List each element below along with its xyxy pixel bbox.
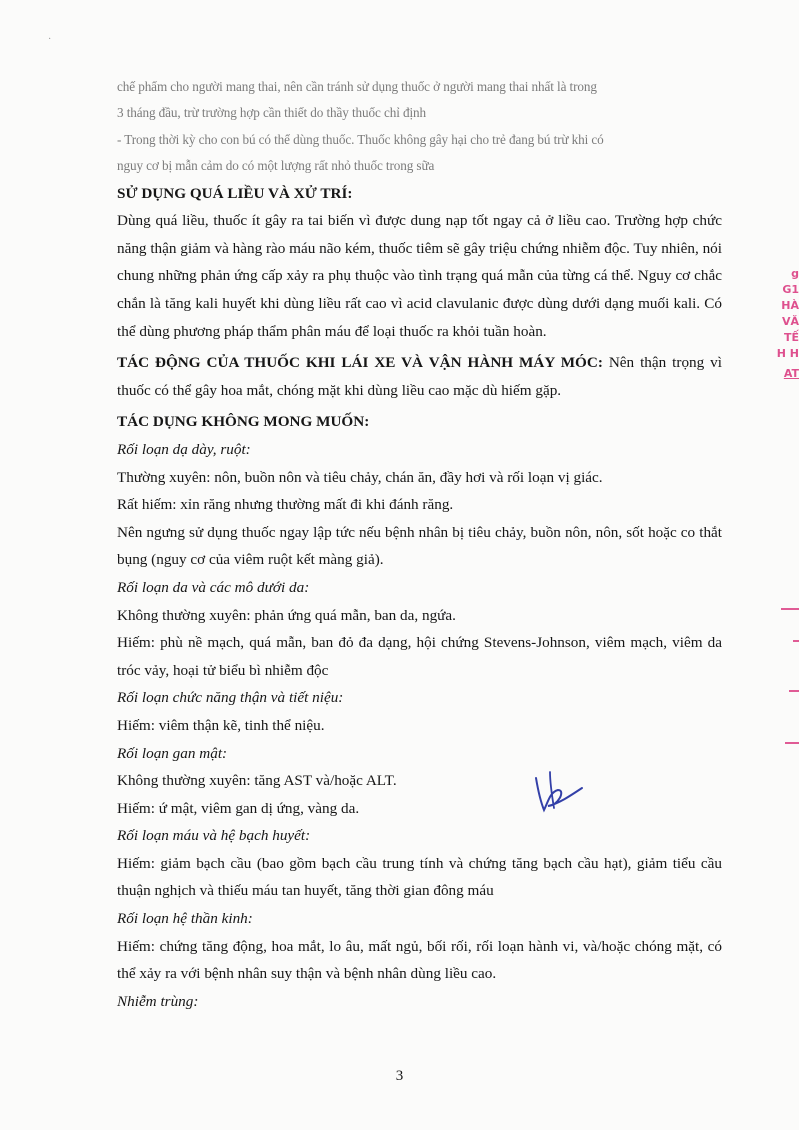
- section-line: Hiếm: ứ mật, viêm gan dị ứng, vàng da.: [117, 799, 360, 817]
- section-title: Rối loạn da và các mô dưới da:: [117, 578, 310, 596]
- page-number: 3: [395, 1068, 404, 1084]
- driving-paragraph: [117, 349, 722, 404]
- section-title: Rối loạn dạ dày, ruột:: [117, 440, 251, 458]
- stamp-fragment: [771, 266, 799, 382]
- stamp-mark: [789, 690, 799, 692]
- stamp-line-7: AT: [783, 367, 799, 380]
- stamp-mark: [785, 742, 799, 744]
- scan-speck: ·: [48, 34, 52, 45]
- section-title: Rối loạn gan mật:: [117, 744, 228, 762]
- adverse-heading: TÁC DỤNG KHÔNG MONG MUỐN:: [117, 413, 370, 431]
- driving-heading: TÁC ĐỘNG CỦA THUỐC KHI LÁI XE VÀ VẬN HÀNH MÁY MÓC:: [117, 354, 603, 372]
- section-line: Không thường xuyên: tăng AST và/hoặc ALT.: [117, 772, 397, 790]
- section-title: Rối loạn máu và hệ bạch huyết:: [117, 827, 311, 845]
- section-line: Thường xuyên: nôn, buồn nôn và tiêu chảy, chán ăn, đầy hơi và rối loạn vị giác.: [117, 468, 603, 486]
- section-line: Hiếm: chứng tăng động, hoa mắt, lo âu, mất ngủ, bối rối, rối loạn hành vi, và/hoặc chóng mặt, có thể xảy ra với bệnh nhân suy thận và bệnh nhân dùng liều cao.: [117, 937, 722, 983]
- stamp-mark: [793, 640, 799, 642]
- section-line: Hiếm: phù nề mạch, quá mẫn, ban đỏ đa dạng, hội chứng Stevens-Johnson, viêm mạch, viêm da tróc vảy, hoại tử biểu bì nhiễm độc: [117, 634, 722, 679]
- stamp-line-4: VĂ: [781, 315, 799, 328]
- intro-line: 3 tháng đầu, trừ trường hợp cần thiết do thầy thuốc chỉ định: [117, 105, 427, 121]
- intro-line: nguy cơ bị mẫn cảm do có một lượng rất nhỏ thuốc trong sữa: [117, 158, 435, 174]
- stamp-line-6: H H: [776, 347, 799, 360]
- stamp-line-3: HÀ: [781, 299, 799, 312]
- stamp-line-1: g: [791, 267, 799, 280]
- overdose-heading: SỬ DỤNG QUÁ LIỀU VÀ XỬ TRÍ:: [117, 184, 353, 202]
- section-line: Hiếm: viêm thận kẽ, tinh thể niệu.: [117, 716, 325, 734]
- intro-line: chế phẩm cho người mang thai, nên cần tránh sử dụng thuốc ở người mang thai nhất là trong: [117, 79, 597, 94]
- overdose-body: Dùng quá liều, thuốc ít gây ra tai biến vì được dung nạp tốt ngay cả ở liều cao. Trường hợp chức năng thận giảm và hàng rào máu não kém, thuốc tiêm sẽ gây triệu chứng nhiễm độc. Tuy nhiên, nói chung những phản ứng cấp xảy ra phụ thuộc vào tình trạng quá mẫn của từng cá thể. Nguy cơ chắc chắn là tăng kali huyết khi dùng liều rất cao vì acid clavulanic được dùng dưới dạng muối kali. Có thể dùng phương pháp thẩm phân máu để loại thuốc ra khỏi tuần hoàn.: [117, 212, 722, 340]
- intro-line: - Trong thời kỳ cho con bú có thể dùng thuốc. Thuốc không gây hại cho trẻ đang bú trừ khi có: [117, 131, 604, 147]
- section-line: Không thường xuyên: phản ứng quá mẫn, ban da, ngứa.: [117, 606, 456, 624]
- section-line: Hiếm: giảm bạch cầu (bao gồm bạch cầu trung tính và chứng tăng bạch cầu hạt), giảm tiểu cầu thuận nghịch và thiếu máu tan huyết, tăng thời gian đông máu: [117, 854, 722, 900]
- section-line: Nên ngưng sử dụng thuốc ngay lập tức nếu bệnh nhân bị tiêu chảy, buồn nôn, nôn, sốt hoặc co thắt bụng (nguy cơ của viêm ruột kết màng giả).: [117, 523, 722, 569]
- stamp-line-2: G1: [782, 283, 799, 296]
- section-title: Rối loạn hệ thần kinh:: [117, 910, 253, 928]
- stamp-mark: [781, 608, 799, 610]
- section-line: Rất hiếm: xỉn răng nhưng thường mất đi khi đánh răng.: [117, 496, 454, 514]
- section-title: Nhiễm trùng:: [117, 992, 199, 1010]
- document-body: [117, 74, 722, 1015]
- section-title: Rối loạn chức năng thận và tiết niệu:: [117, 689, 344, 707]
- stamp-line-5: TẾ: [783, 331, 799, 344]
- driving-body: Nên thận trọng vì thuốc có thể gây hoa mắt, chóng mặt khi dùng liều cao mặc dù hiếm gặp.: [117, 354, 722, 399]
